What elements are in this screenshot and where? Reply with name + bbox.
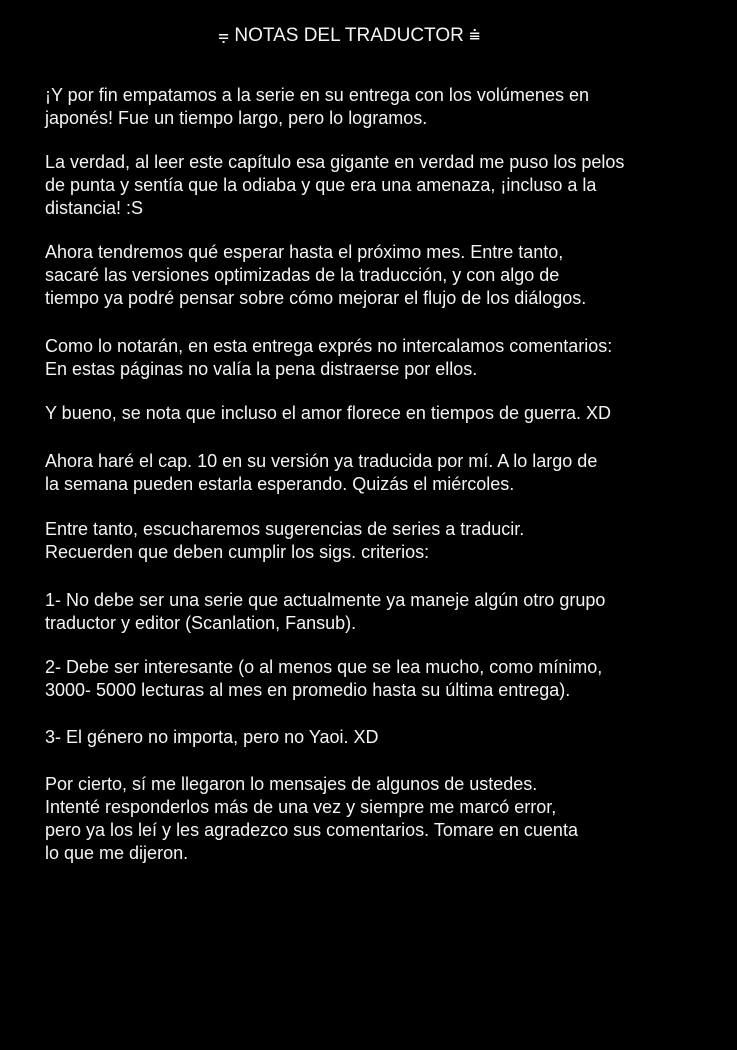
text-line: En estas páginas no valía la pena distraerse por ellos. <box>45 359 478 379</box>
text-line: Ahora tendremos qué esperar hasta el próximo mes. Entre tanto, <box>45 242 564 262</box>
text-line: tiempo ya podré pensar sobre cómo mejorar el flujo de los diálogos. <box>45 288 587 308</box>
text-line: 1- No debe ser una serie que actualmente ya maneje algún otro grupo <box>45 590 606 610</box>
text-line: lo que me dijeron. <box>45 843 189 863</box>
text-line: Y bueno, se nota que incluso el amor florece en tiempos de guerra. XD <box>45 403 612 423</box>
text-line: distancia! :S <box>45 198 144 218</box>
text-line: Ahora haré el cap. 10 en su versión ya traducida por mí. A lo largo de <box>45 451 598 471</box>
text-line: Entre tanto, escucharemos sugerencias de series a traducir. <box>45 519 525 539</box>
text-line: pero ya los leí y les agradezco sus comentarios. Tomare en cuenta <box>45 820 578 840</box>
text-line: 3- El género no importa, pero no Yaoi. XD <box>45 727 379 747</box>
text-line: La verdad, al leer este capítulo esa gigante en verdad me puso los pelos <box>45 152 625 172</box>
text-line: traductor y editor (Scanlation, Fansub). <box>45 613 357 633</box>
text-line: 2- Debe ser interesante (o al menos que se lea mucho, como mínimo, <box>45 657 603 677</box>
text-line: ¡Y por fin empatamos a la serie en su entrega con los volúmenes en <box>45 85 589 105</box>
text-line: sacaré las versiones optimizadas de la traducción, y con algo de <box>45 265 560 285</box>
text-line: 3000- 5000 lecturas al mes en promedio hasta su última entrega). <box>45 680 571 700</box>
text-line: Como lo notarán, en esta entrega exprés no intercalamos comentarios: <box>45 336 613 356</box>
text-line: Por cierto, sí me llegaron lo mensajes de algunos de ustedes. <box>45 774 538 794</box>
text-line: Intenté responderlos más de una vez y siempre me marcó error, <box>45 797 557 817</box>
page-title: ⩦ NOTAS DEL TRADUCTOR ⩧ <box>218 25 481 46</box>
text-line: la semana pueden estarla esperando. Quizás el miércoles. <box>45 474 515 494</box>
text-line: Recuerden que deben cumplir los sigs. criterios: <box>45 542 430 562</box>
text-line: de punta y sentía que la odiaba y que era una amenaza, ¡incluso a la <box>45 175 597 195</box>
text-line: japonés! Fue un tiempo largo, pero lo logramos. <box>45 108 428 128</box>
